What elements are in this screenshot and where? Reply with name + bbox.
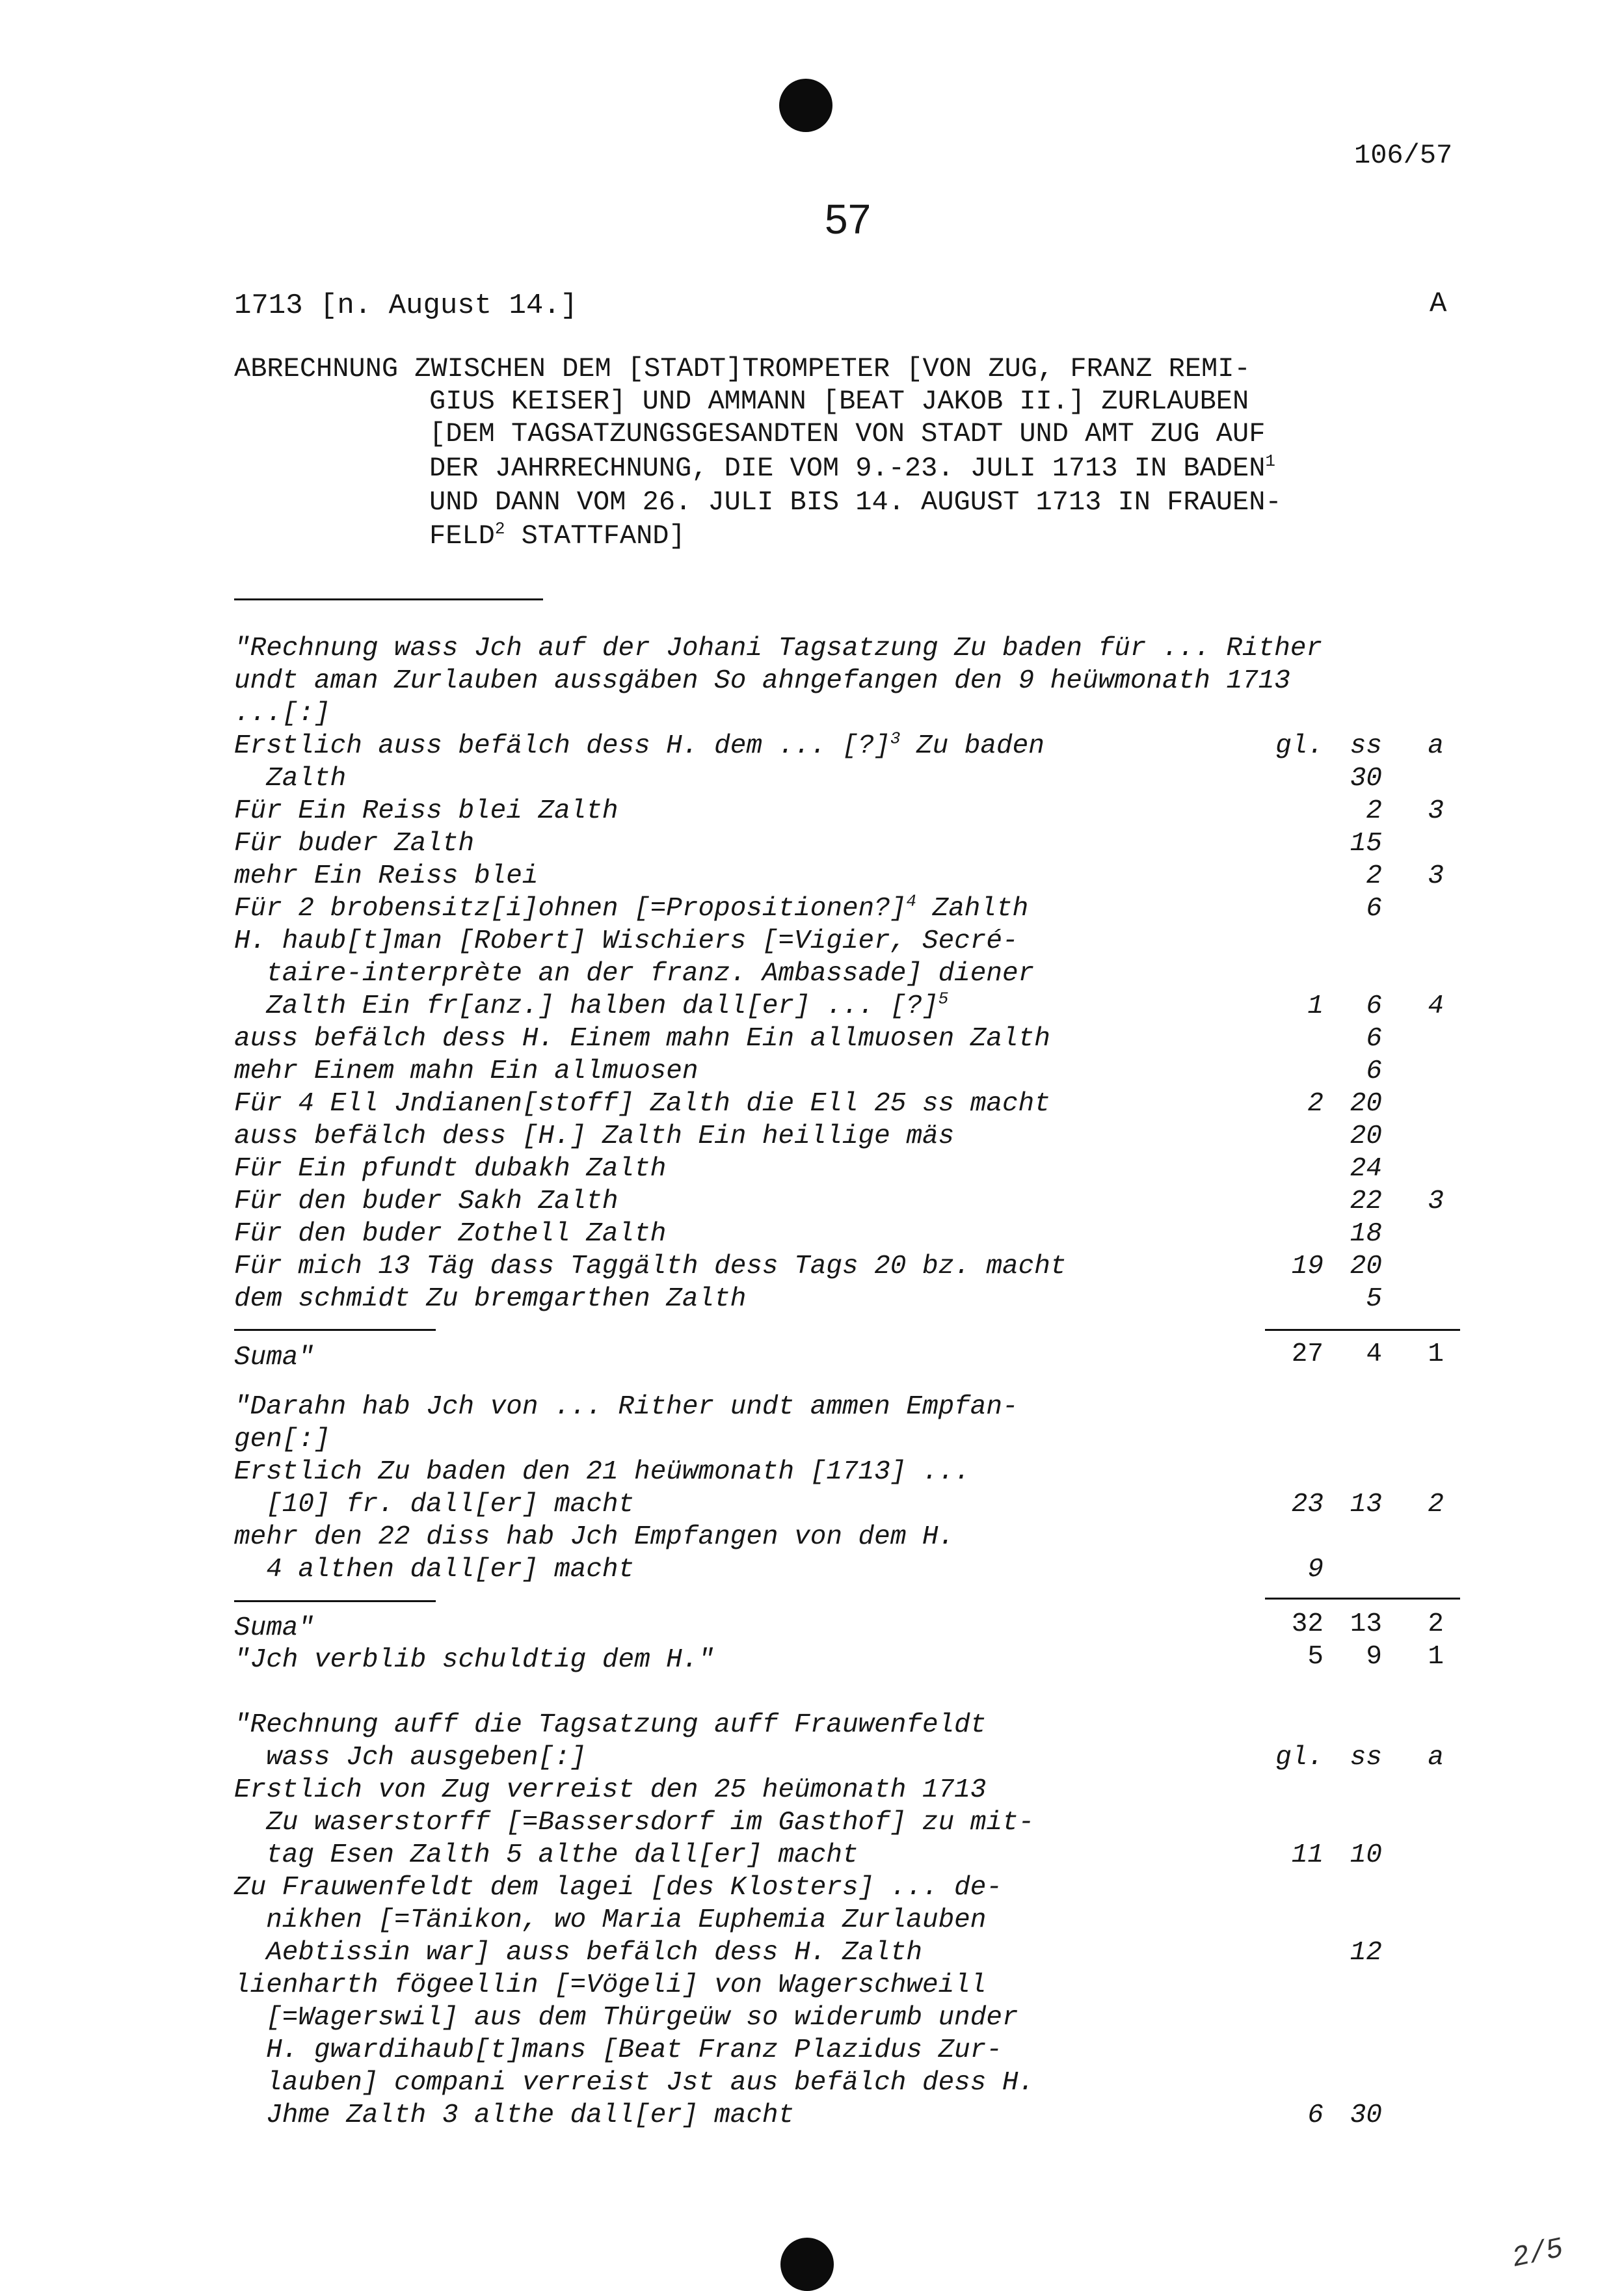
received-row-text: "Darahn hab Jch von ... Rither undt ammen Empfan- xyxy=(234,1392,1018,1422)
entry-ss-value: 18 xyxy=(1350,1219,1382,1249)
entry-row-text: dem schmidt Zu bremgarthen Zalth xyxy=(234,1284,747,1314)
frauenfeld-gl-value: gl. xyxy=(1275,1743,1324,1773)
entry-row-text: taire-interprète an der franz. Ambassade] diener xyxy=(234,959,1035,989)
entry-ss-value: 6 xyxy=(1366,1024,1382,1054)
column-header-a: a xyxy=(1428,731,1444,761)
entry-ss-value: 20 xyxy=(1350,1252,1382,1281)
suma-gl-2: 32 xyxy=(1291,1609,1324,1639)
entry-a-value: 3 xyxy=(1428,1186,1444,1216)
frauenfeld-row-text: lienharth fögeellin [=Vögeli] von Wagerschweill xyxy=(234,1970,987,2000)
frauenfeld-row-text: Jhme Zalth 3 althe dall[er] macht xyxy=(234,2100,795,2130)
entry-ss-value: 6 xyxy=(1366,1056,1382,1086)
heading-line-1: ABRECHNUNG ZWISCHEN DEM [STADT]TROMPETER [VON ZUG, FRANZ REMI- xyxy=(234,353,1251,384)
footnote-marker-2: 2 xyxy=(494,519,505,539)
footnote-marker: 3 xyxy=(890,729,901,749)
received-row-text: mehr den 22 diss hab Jch Empfangen von dem H. xyxy=(234,1522,955,1552)
frauenfeld-gl-value: 6 xyxy=(1307,2100,1324,2130)
entry-ss-value: 20 xyxy=(1350,1089,1382,1119)
received-ss-value: 13 xyxy=(1350,1490,1382,1520)
entry-row-text: auss befälch dess H. Einem mahn Ein allmuosen Zalth xyxy=(234,1024,1050,1054)
owed-gl: 5 xyxy=(1307,1642,1324,1672)
date-line: 1713 [n. August 14.] xyxy=(234,289,578,322)
intro-line-2: undt aman Zurlauben aussgäben So ahngefangen den 9 heüwmonath 1713 xyxy=(234,666,1290,696)
suma-a-2: 2 xyxy=(1428,1609,1444,1639)
suma-a-1: 1 xyxy=(1428,1339,1444,1369)
heading-line-5: UND DANN VOM 26. JULI BIS 14. AUGUST 1713 IN FRAUEN- xyxy=(429,487,1282,518)
entry-gl-value: 19 xyxy=(1291,1252,1324,1281)
entry-ss-value: 5 xyxy=(1366,1284,1382,1314)
entry-row-text: Zalth xyxy=(234,764,347,794)
frauenfeld-ss-value: 30 xyxy=(1350,2100,1382,2130)
frauenfeld-row-text: lauben] compani verreist Jst aus befälch dess H. xyxy=(234,2068,1035,2098)
received-row-text: gen[:] xyxy=(234,1425,330,1454)
entry-ss-value: 20 xyxy=(1350,1121,1382,1151)
frauenfeld-row-text: wass Jch ausgeben[:] xyxy=(234,1743,587,1773)
received-row-text: Erstlich Zu baden den 21 heüwmonath [1713] ... xyxy=(234,1457,970,1487)
frauenfeld-row-text: nikhen [=Tänikon, wo Maria Euphemia Zurlauben xyxy=(234,1905,987,1935)
entry-row-text: Für 4 Ell Jndianen[stoff] Zalth die Ell 25 ss macht xyxy=(234,1089,1050,1119)
entry-ss-value: 22 xyxy=(1350,1186,1382,1216)
punch-hole-bottom xyxy=(780,2238,834,2291)
entry-a-value: 3 xyxy=(1428,861,1444,891)
received-a-value: 2 xyxy=(1428,1490,1444,1520)
received-row-text: 4 althen dall[er] macht xyxy=(234,1555,635,1585)
owed-a: 1 xyxy=(1428,1642,1444,1672)
entry-row-text: mehr Einem mahn Ein allmuosen xyxy=(234,1056,699,1086)
entry-ss-value: 6 xyxy=(1366,894,1382,924)
entry-row-text: Für Ein pfundt dubakh Zalth xyxy=(234,1154,667,1184)
received-gl-value: 23 xyxy=(1291,1490,1324,1520)
page-number: 57 xyxy=(825,196,872,243)
document-reference: 106/57 xyxy=(1354,140,1453,171)
footnote-marker: 4 xyxy=(906,891,916,911)
entry-row-text: Für Ein Reiss blei Zalth xyxy=(234,796,619,826)
owed-ss: 9 xyxy=(1366,1642,1382,1672)
entry-row-text: Für den buder Zothell Zalth xyxy=(234,1219,667,1249)
frauenfeld-row-text: H. gwardihaub[t]mans [Beat Franz Plazidus Zur- xyxy=(234,2035,1002,2065)
owed-label: "Jch verblib schuldtig dem H." xyxy=(234,1645,715,1675)
entry-ss-value: 2 xyxy=(1366,861,1382,891)
frauenfeld-ss-value: 12 xyxy=(1350,1938,1382,1968)
subtotal-rule-left-2 xyxy=(234,1600,436,1602)
entry-row-text: H. haub[t]man [Robert] Wischiers [=Vigier, Secré- xyxy=(234,926,1018,956)
suma-ss-2: 13 xyxy=(1350,1609,1382,1639)
subtotal-rule-left xyxy=(234,1329,436,1331)
intro-line-3: ...[:] xyxy=(234,699,330,729)
entry-ss-value: 15 xyxy=(1350,829,1382,859)
column-header-ss: ss xyxy=(1350,731,1382,761)
entry-row-text: Erstlich auss befälch dess H. dem ... [?]$^3$ Zu baden xyxy=(234,729,1045,761)
entry-row-text: auss befälch dess [H.] Zalth Ein heillige mäs xyxy=(234,1121,955,1151)
entry-row-text: Zalth Ein fr[anz.] halben dall[er] ... [?]$^5$ xyxy=(234,989,949,1021)
subtotal-rule-right-2 xyxy=(1265,1598,1460,1600)
frauenfeld-row-text: Erstlich von Zug verreist den 25 heümonath 1713 xyxy=(234,1775,987,1805)
entry-ss-value: 24 xyxy=(1350,1154,1382,1184)
intro-line-1: "Rechnung wass Jch auf der Johani Tagsatzung Zu baden für ... Rither xyxy=(234,634,1323,663)
heading-line-2: GIUS KEISER] UND AMMANN [BEAT JAKOB II.] ZURLAUBEN xyxy=(429,386,1249,417)
frauenfeld-row-text: "Rechnung auff die Tagsatzung auff Frauwenfeldt xyxy=(234,1710,987,1740)
footnote-marker: 5 xyxy=(938,989,949,1009)
frauenfeld-row-text: Aebtissin war] auss befälch dess H. Zalth xyxy=(234,1938,922,1968)
frauenfeld-a-value: a xyxy=(1428,1743,1444,1773)
entry-ss-value: 2 xyxy=(1366,796,1382,826)
frauenfeld-row-text: [=Wagerswil] aus dem Thürgeüw so widerumb under xyxy=(234,2003,1018,2033)
suma-label-1: Suma" xyxy=(234,1343,315,1373)
corner-mark: 2/5 xyxy=(1509,2232,1567,2275)
frauenfeld-gl-value: 11 xyxy=(1291,1840,1324,1870)
separator-rule xyxy=(234,598,543,600)
punch-hole-top xyxy=(779,79,832,132)
heading-line-3: [DEM TAGSATZUNGSGESANDTEN VON STADT UND AMT ZUG AUF xyxy=(429,418,1266,449)
frauenfeld-row-text: Zu Frauwenfeldt dem lagei [des Klosters] ... de- xyxy=(234,1873,1002,1903)
footnote-marker-1: 1 xyxy=(1265,451,1276,471)
suma-label-2: Suma" xyxy=(234,1613,315,1643)
frauenfeld-row-text: tag Esen Zalth 5 althe dall[er] macht xyxy=(234,1840,859,1870)
entry-row-text: Für buder Zalth xyxy=(234,829,475,859)
document-letter: A xyxy=(1430,288,1447,320)
entry-gl-value: 1 xyxy=(1307,991,1324,1021)
subtotal-rule-right xyxy=(1265,1329,1460,1331)
frauenfeld-ss-value: 10 xyxy=(1350,1840,1382,1870)
entry-row-text: Für mich 13 Täg dass Taggälth dess Tags 20 bz. macht xyxy=(234,1252,1067,1281)
entry-row-text: Für 2 brobensitz[i]ohnen [=Propositionen?]$^4$ Zahlth xyxy=(234,891,1029,924)
frauenfeld-row-text: Zu waserstorff [=Bassersdorf im Gasthof] zu mit- xyxy=(234,1808,1035,1838)
suma-gl-1: 27 xyxy=(1291,1339,1324,1369)
heading-line-6: FELD$^2$ STATTFAND] xyxy=(429,519,686,552)
entry-a-value: 4 xyxy=(1428,991,1444,1021)
received-gl-value: 9 xyxy=(1307,1555,1324,1585)
entry-row-text: mehr Ein Reiss blei xyxy=(234,861,539,891)
column-header-gl: gl. xyxy=(1275,731,1324,761)
entry-row-text: Für den buder Sakh Zalth xyxy=(234,1186,619,1216)
entry-ss-value: 30 xyxy=(1350,764,1382,794)
frauenfeld-ss-value: ss xyxy=(1350,1743,1382,1773)
received-row-text: [10] fr. dall[er] macht xyxy=(234,1490,635,1520)
entry-ss-value: 6 xyxy=(1366,991,1382,1021)
entry-gl-value: 2 xyxy=(1307,1089,1324,1119)
heading-line-4: DER JAHRRECHNUNG, DIE VOM 9.-23. JULI 1713 IN BADEN$^1$ xyxy=(429,451,1276,484)
entry-a-value: 3 xyxy=(1428,796,1444,826)
suma-ss-1: 4 xyxy=(1366,1339,1382,1369)
